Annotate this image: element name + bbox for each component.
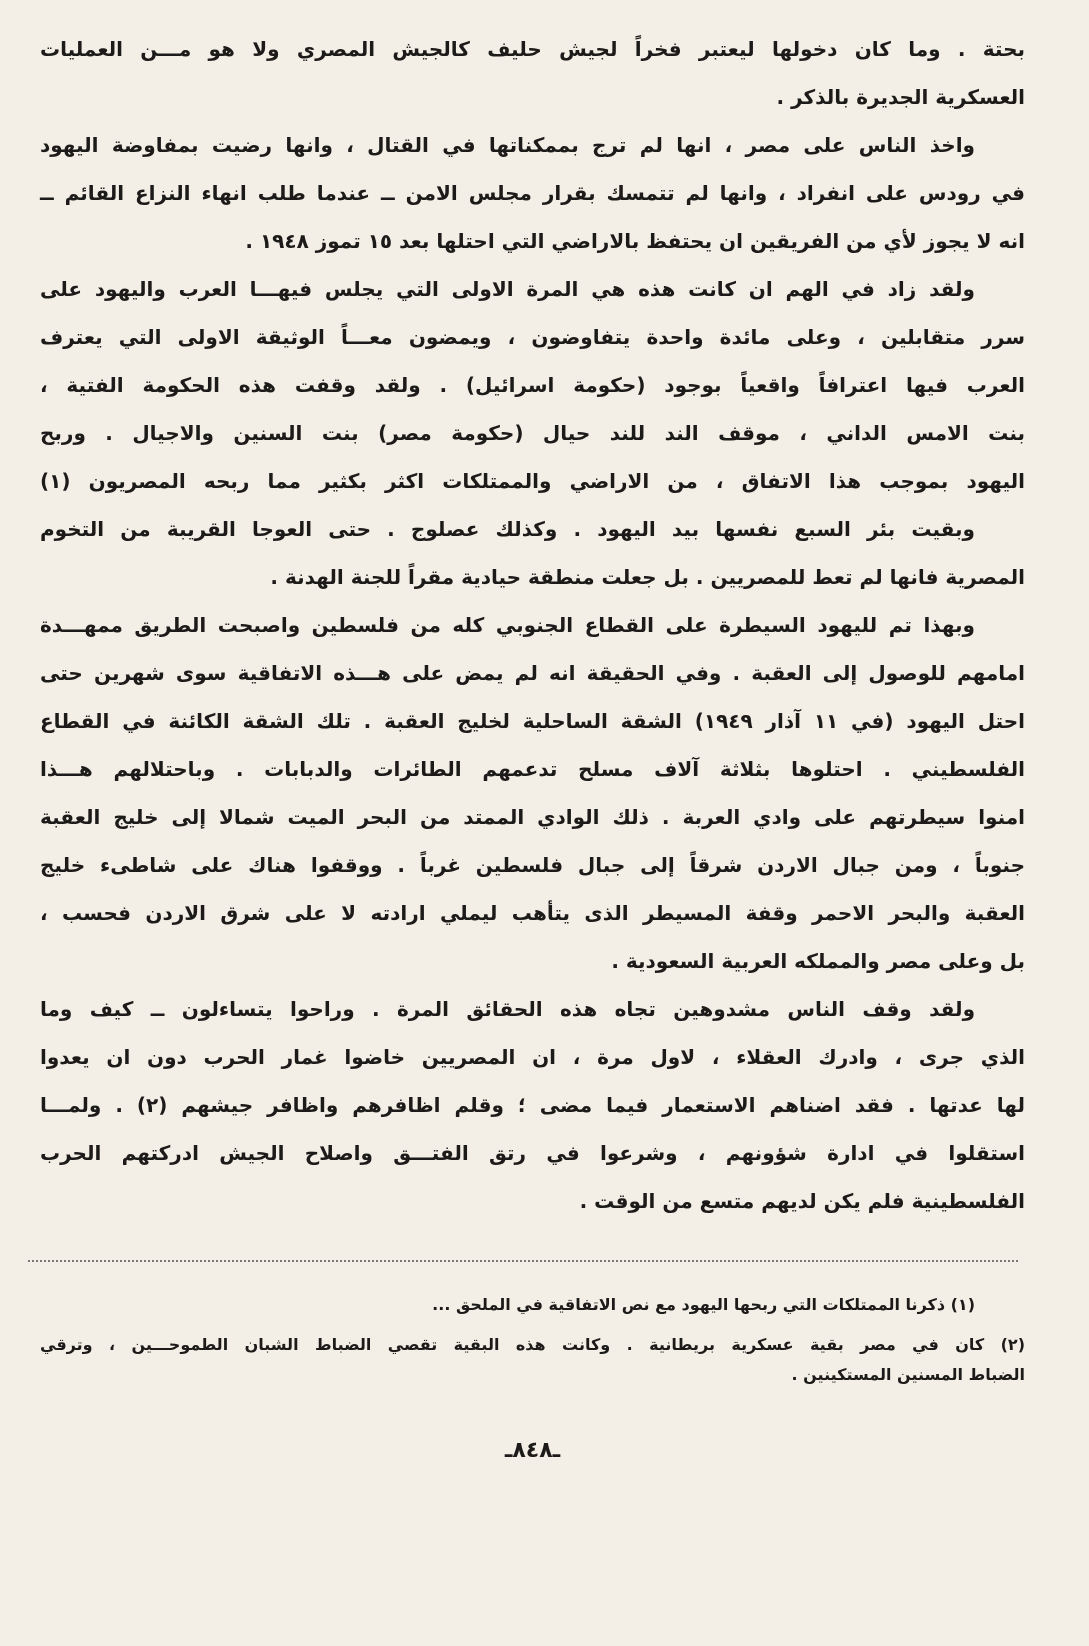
footnote-separator (28, 1260, 1018, 1262)
text-line: احتل اليهود (في ١١ آذار ١٩٤٩) الشقة الساحلية لخليج العقبة . تلك الشقة الكائنة في القطاع (40, 709, 1025, 733)
text-line: لها عدتها . فقد اضناهم الاستعمار فيما مضى ؛ وقلم اظافرهم واظافر جيشهم (٢) . ولمـــا (40, 1093, 1026, 1117)
text-line: امامهم للوصول إلى العقبة . وفي الحقيقة انه لم يمض على هـــذه الاتفاقية سوى شهرين حتى (40, 661, 1025, 685)
footnote-2-continued: الضباط المسنين المستكينين . (791, 1365, 1025, 1384)
text-line: واخذ الناس على مصر ، انها لم ترج بممكناتها في القتال ، وانها رضيت بمفاوضة اليهود (40, 133, 975, 157)
text-line: الذي جرى ، وادرك العقلاء ، لاول مرة ، ان المصريين خاضوا غمار الحرب دون ان يعدوا (40, 1045, 1025, 1069)
text-line: ولقد زاد في الهم ان كانت هذه هي المرة الاولى التي يجلس فيهـــا العرب واليهود على (40, 277, 975, 301)
text-line: بل وعلى مصر والمملكه العربية السعودية . (611, 949, 1025, 973)
text-line: بحتة . وما كان دخولها ليعتبر فخراً لجيش حليف كالجيش المصري ولا هو مـــن العمليات (40, 37, 1025, 61)
text-line: جنوباً ، ومن جبال الاردن شرقاً إلى جبال فلسطين غرباً . ووقفوا هناك على شاطىء خليج (40, 853, 1025, 877)
text-line: ولقد وقف الناس مشدوهين تجاه هذه الحقائق المرة . وراحوا يتساءلون ــ كيف وما (40, 997, 975, 1021)
text-line: انه لا يجوز لأي من الفريقين ان يحتفظ بالاراضي التي احتلها بعد ١٥ تموز ١٩٤٨ . (245, 229, 1025, 253)
text-line: سرر متقابلين ، وعلى مائدة واحدة يتفاوضون ، ويمضون معـــاً الوثيقة الاولى التي يعترف (40, 325, 1025, 349)
footnote-1: (١) ذكرنا الممتلكات التي ربحها اليهود مع نص الاتفاقية في الملحق ... (432, 1295, 975, 1314)
text-line: استقلوا في ادارة شؤونهم ، وشرعوا في رتق الفتـــق واصلاح الجيش ادركتهم الحرب (40, 1141, 1025, 1165)
text-line: العرب فيها اعترافاً واقعياً بوجود (حكومة اسرائيل) . ولقد وقفت هذه الحكومة الفتية ، (40, 373, 1025, 397)
body-text (40, 34, 1025, 1216)
footnote-2: (٢) كان في مصر بقية عسكرية بريطانية . وكانت هذه البقية تقصي الضباط الشبان الطموحـــين ، وترقي (40, 1335, 1025, 1354)
text-line: الفلسطينية فلم يكن لديهم متسع من الوقت . (579, 1189, 1025, 1213)
text-line: بنت الامس الداني ، موقف الند للند حيال (حكومة مصر) بنت السنين والاجيال . وربح (40, 421, 1025, 445)
page-number: ـ٨٤٨ـ (504, 1438, 561, 1463)
text-line: وبقيت بئر السبع نفسها بيد اليهود . وكذلك عصلوج . حتى العوجا القريبة من التخوم (40, 517, 975, 541)
text-line: امنوا سيطرتهم على وادي العربة . ذلك الوادي الممتد من البحر الميت شمالا إلى خليج العقبة (40, 805, 1025, 829)
text-line: المصرية فانها لم تعط للمصريين . بل جعلت منطقة حيادية مقراً للجنة الهدنة . (270, 565, 1025, 589)
text-line: العقبة والبحر الاحمر وقفة المسيطر الذى يتأهب ليملي ارادته لا على شرق الاردن فحسب ، (40, 901, 1025, 925)
text-line: في رودس على انفراد ، وانها لم تتمسك بقرار مجلس الامن ــ عندما طلب انهاء النزاع القائم ــ (40, 181, 1025, 205)
text-line: وبهذا تم لليهود السيطرة على القطاع الجنوبي كله من فلسطين واصبحت الطريق ممهـــدة (40, 613, 975, 637)
text-line: الفلسطيني . احتلوها بثلاثة آلاف مسلح تدعمهم الطائرات والدبابات . وباحتلالهم هـــذا (40, 757, 1025, 781)
text-line: العسكرية الجديرة بالذكر . (776, 85, 1025, 109)
text-line: اليهود بموجب هذا الاتفاق ، من الاراضي والممتلكات اكثر بكثير مما ربحه المصريون (١) (40, 469, 1025, 493)
